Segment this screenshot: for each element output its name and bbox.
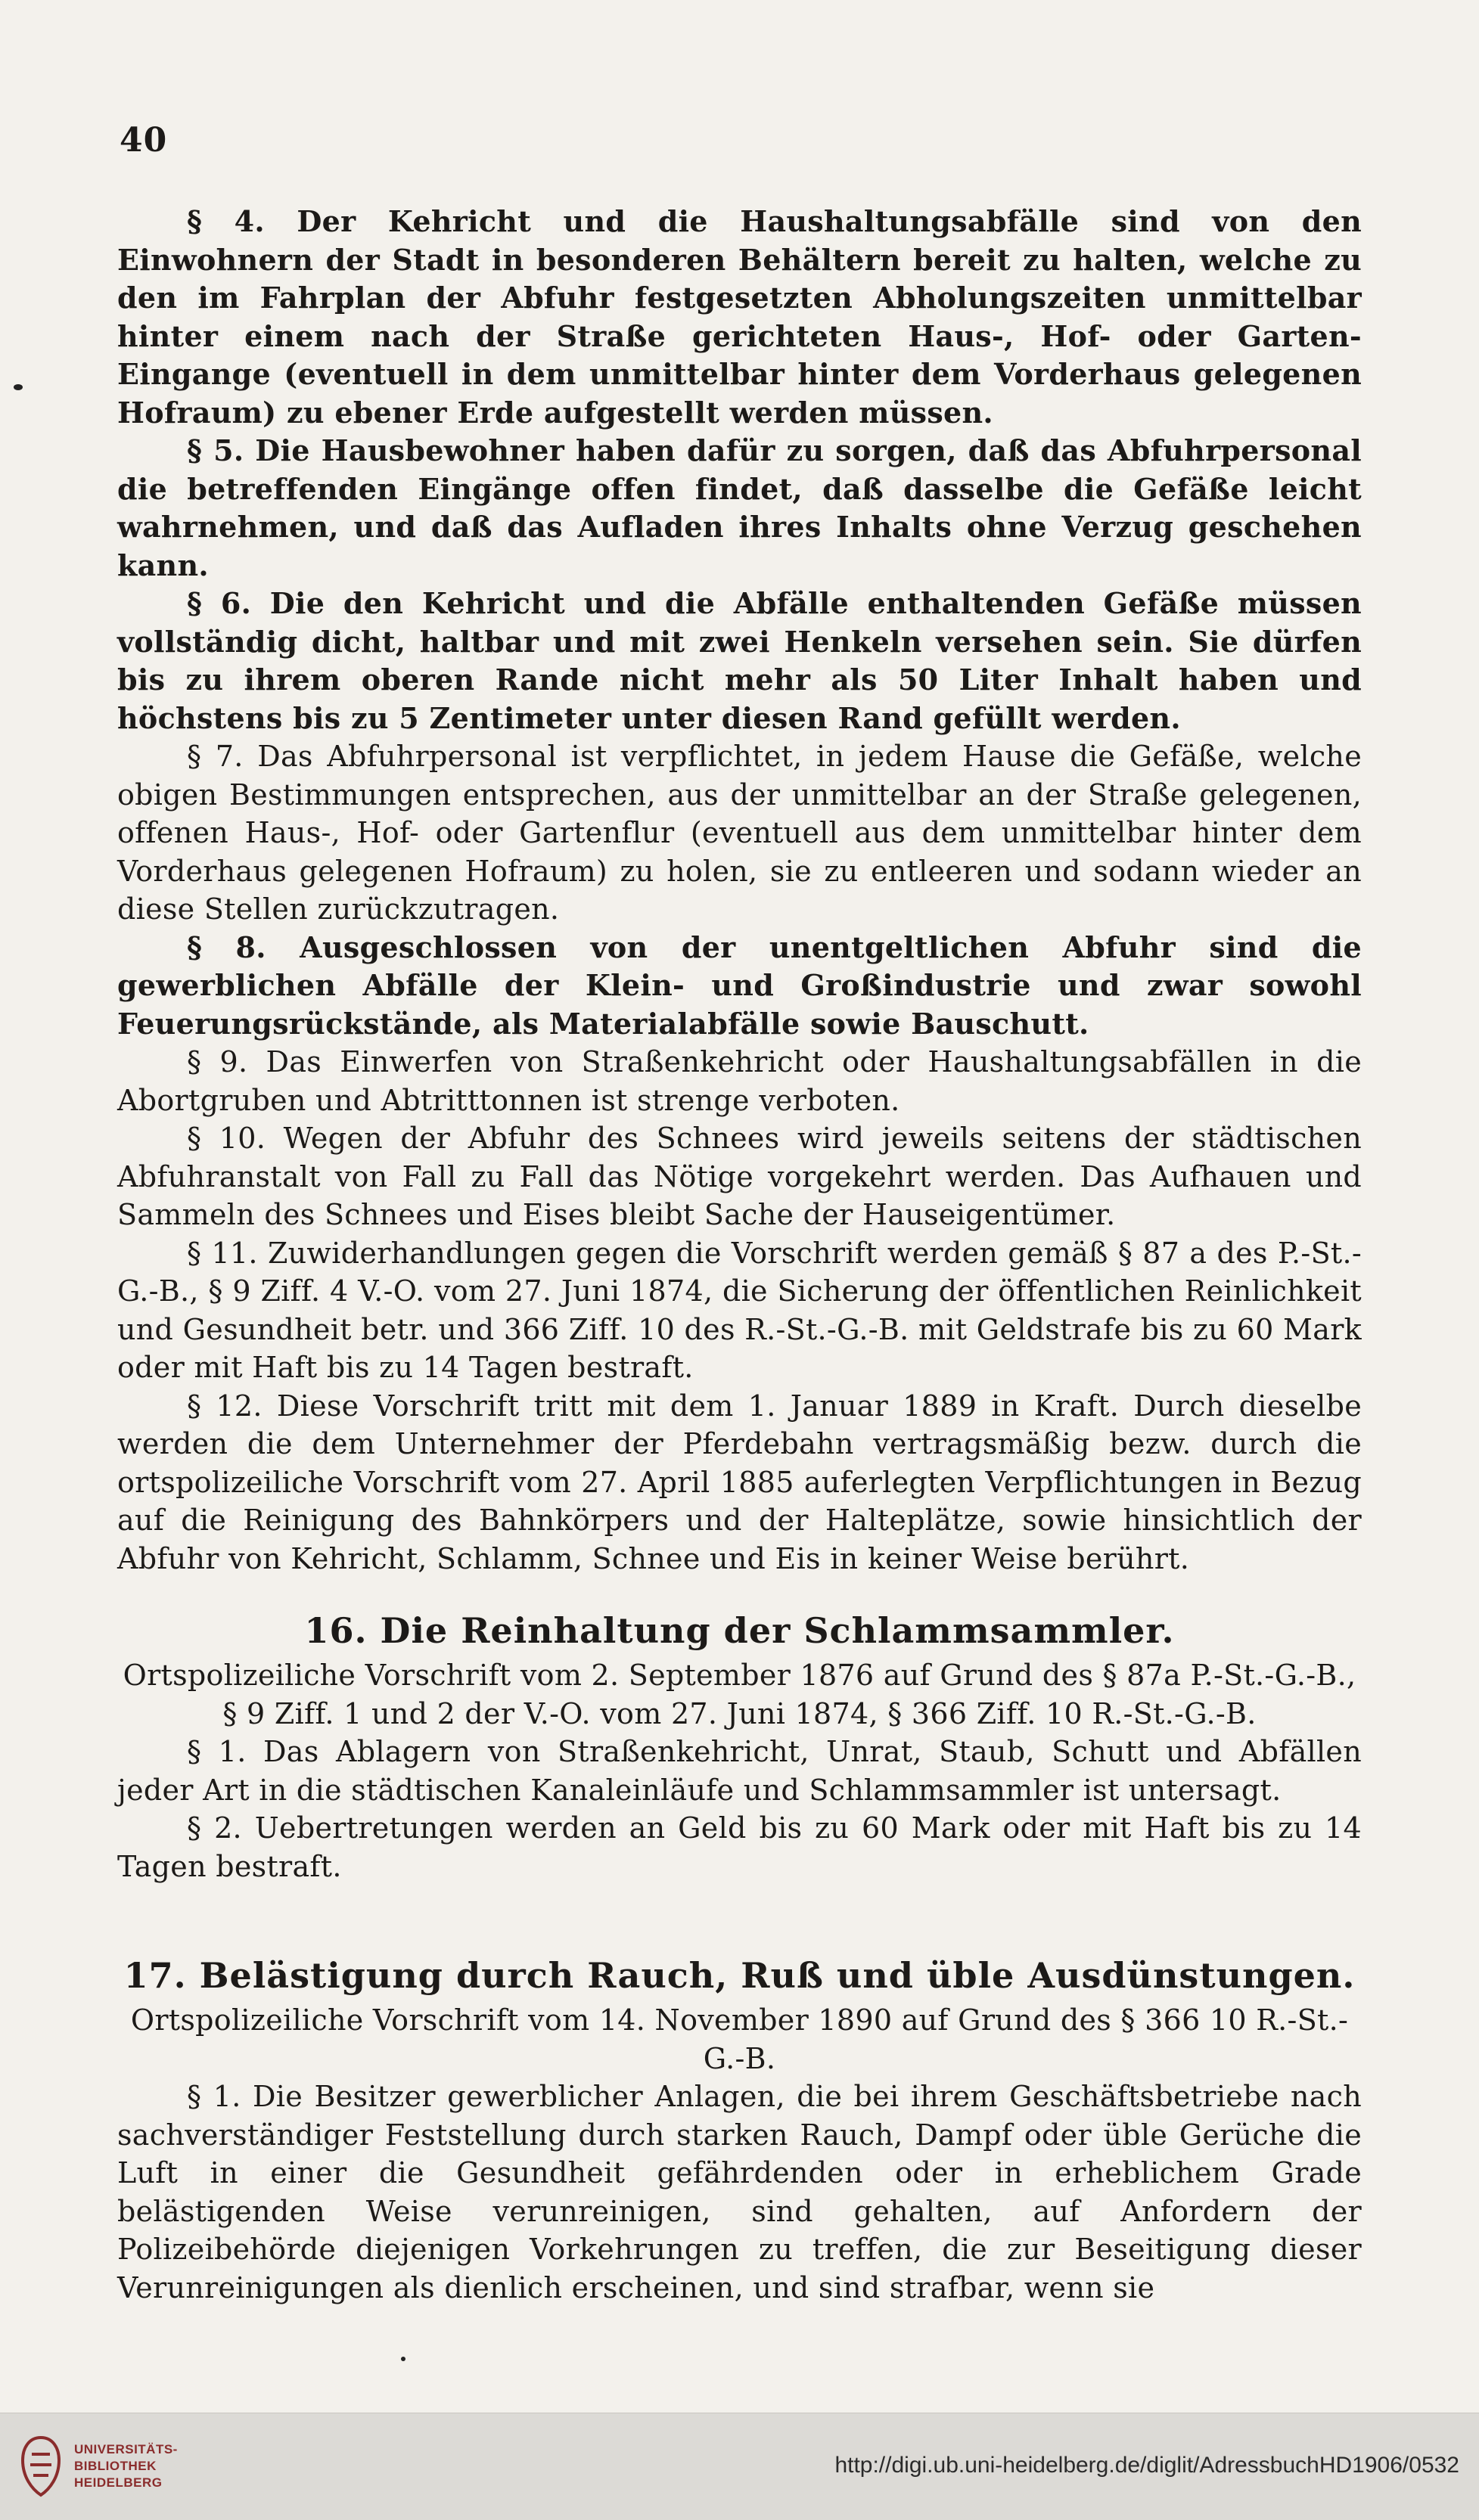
library-seal-icon: [18, 2435, 64, 2498]
section-16: [117, 1609, 1362, 1885]
margin-mark: [14, 384, 23, 390]
print-speck: [401, 2357, 405, 2361]
paragraph-6: § 6. Die den Kehricht und die Abfälle enthaltenden Gefäße müssen vollständig dicht, haltbar und mit zwei Henkeln versehen sein. Sie dürfen bis zu ihrem oberen Rande nicht mehr als 50 Liter Inhalt haben und höchstens bis zu 5 Zentimeter unter diesen Rand gefüllt werden.: [117, 586, 1362, 735]
paragraph-11: § 11. Zuwiderhandlungen gegen die Vorschrift werden gemäß § 87 a des P.-St.-G.-B., § 9 Ziff. 4 V.-O. vom 27. Juni 1874, die Sicherung der öffentlichen Reinlichkeit und Gesundheit betr. und 366 Ziff. 10 des R.-St.-G.-B. mit Geldstrafe bis zu 60 Mark oder mit Haft bis zu 14 Tagen bestraft.: [117, 1236, 1362, 1384]
footer-bar: [0, 2413, 1479, 2520]
page-number: 40: [120, 121, 168, 160]
paragraph-10: § 10. Wegen der Abfuhr des Schnees wird jeweils seitens der städtischen Abfuhranstalt von Fall zu Fall das Nötige vorgekehrt werden. Das Aufhauen und Sammeln des Schnees und Eises bleibt Sache der Hauseigentümer.: [117, 1122, 1362, 1231]
library-logo[interactable]: [18, 2435, 178, 2498]
paragraph-12: § 12. Diese Vorschrift tritt mit dem 1. Januar 1889 in Kraft. Durch dieselbe werden die dem Unternehmer der Pferdebahn vertragsmäßig bezw. durch die ortspolizeiliche Vorschrift vom 27. April 1885 auferlegten Verpflichtungen in Bezug auf die Reinigung des Bahnkörpers und der Halteplätze, sowie hinsichtlich der Abfuhr von Kehricht, Schlamm, Schnee und Eis in keiner Weise berührt.: [117, 1389, 1362, 1575]
section-16-heading: 16. Die Reinhaltung der Schlammsammler.: [304, 1610, 1175, 1651]
section-16-paragraph-2: § 2. Uebertretungen werden an Geld bis zu 60 Mark oder mit Haft bis zu 14 Tagen bestraft.: [117, 1811, 1362, 1883]
library-name: [74, 2441, 178, 2491]
section-16-subheading: Ortspolizeiliche Vorschrift vom 2. September 1876 auf Grund des § 87a P.-St.-G.-B., § 9 Ziff. 1 und 2 der V.-O. vom 27. Juni 1874, § 366 Ziff. 10 R.-St.-G.-B.: [123, 1659, 1356, 1730]
section-17-heading: 17. Belästigung durch Rauch, Ruß und üble Ausdünstungen.: [123, 1955, 1356, 1996]
library-name-line-3: HEIDELBERG: [74, 2475, 163, 2490]
library-name-line-2: BIBLIOTHEK: [74, 2459, 157, 2473]
paragraph-7: § 7. Das Abfuhrpersonal ist verpflichtet, in jedem Hause die Gefäße, welche obigen Bestimmungen entsprechen, aus der unmittelbar an der Straße gelegenen, offenen Haus-, Hof- oder Gartenflur (eventuell aus dem unmittelbar hinter dem Vorderhaus gelegenen Hofraum) zu holen, sie zu entleeren und sodann wieder an diese Stellen zurückzutragen.: [117, 740, 1362, 926]
section-16-paragraph-1: § 1. Das Ablagern von Straßenkehricht, Unrat, Staub, Schutt und Abfällen jeder Art in die städtischen Kanaleinläufe und Schlammsammler ist untersagt.: [117, 1735, 1362, 1807]
section-17-subheading: Ortspolizeiliche Vorschrift vom 14. November 1890 auf Grund des § 366 10 R.-St.-G.-B.: [130, 2003, 1349, 2075]
paragraph-4: § 4. Der Kehricht und die Haushaltungsabfälle sind von den Einwohnern der Stadt in besonderen Behältern bereit zu halten, welche zu den im Fahrplan der Abfuhr festgesetzten Abholungszeiten unmittelbar hinter einem nach der Straße gerichteten Haus-, Hof- oder Garten-Eingange (eventuell in dem unmittelbar hinter dem Vorderhaus gelegenen Hofraum) zu ebener Erde aufgestellt werden müssen.: [117, 204, 1362, 430]
section-17: [117, 1954, 1362, 2307]
paragraph-8: § 8. Ausgeschlossen von der unentgeltlichen Abfuhr sind die gewerblichen Abfälle der Klein- und Großindustrie und zwar sowohl Feuerungsrückstände, als Materialabfälle sowie Bauschutt.: [117, 929, 1362, 1041]
source-url-link[interactable]: http://digi.ub.uni-heidelberg.de/diglit/AdressbuchHD1906/0532: [834, 2453, 1459, 2478]
paragraph-9: § 9. Das Einwerfen von Straßenkehricht oder Haushaltungsabfällen in die Abortgruben und Abtritttonnen ist strenge verboten.: [117, 1045, 1362, 1117]
paragraph-5: § 5. Die Hausbewohner haben dafür zu sorgen, daß das Abfuhrpersonal die betreffenden Eingänge offen findet, daß dasselbe die Gefäße leicht wahrnehmen, und daß das Aufladen ihres Inhalts ohne Verzug geschehen kann.: [117, 433, 1362, 582]
intro-block: [117, 203, 1362, 1578]
library-name-line-1: UNIVERSITÄTS-: [74, 2442, 178, 2456]
section-17-paragraph-1: § 1. Die Besitzer gewerblicher Anlagen, die bei ihrem Geschäftsbetriebe nach sachverständiger Feststellung durch starken Rauch, Dampf oder üble Gerüche die Luft in einer die Gesundheit gefährdenden oder in erheblichem Grade belästigenden Weise verunreinigen, sind gehalten, auf Anfordern der Polizeibehörde diejenigen Vorkehrungen zu treffen, die zur Beseitigung dieser Verunreinigungen als dienlich erscheinen, und sind strafbar, wenn sie: [117, 2080, 1362, 2304]
